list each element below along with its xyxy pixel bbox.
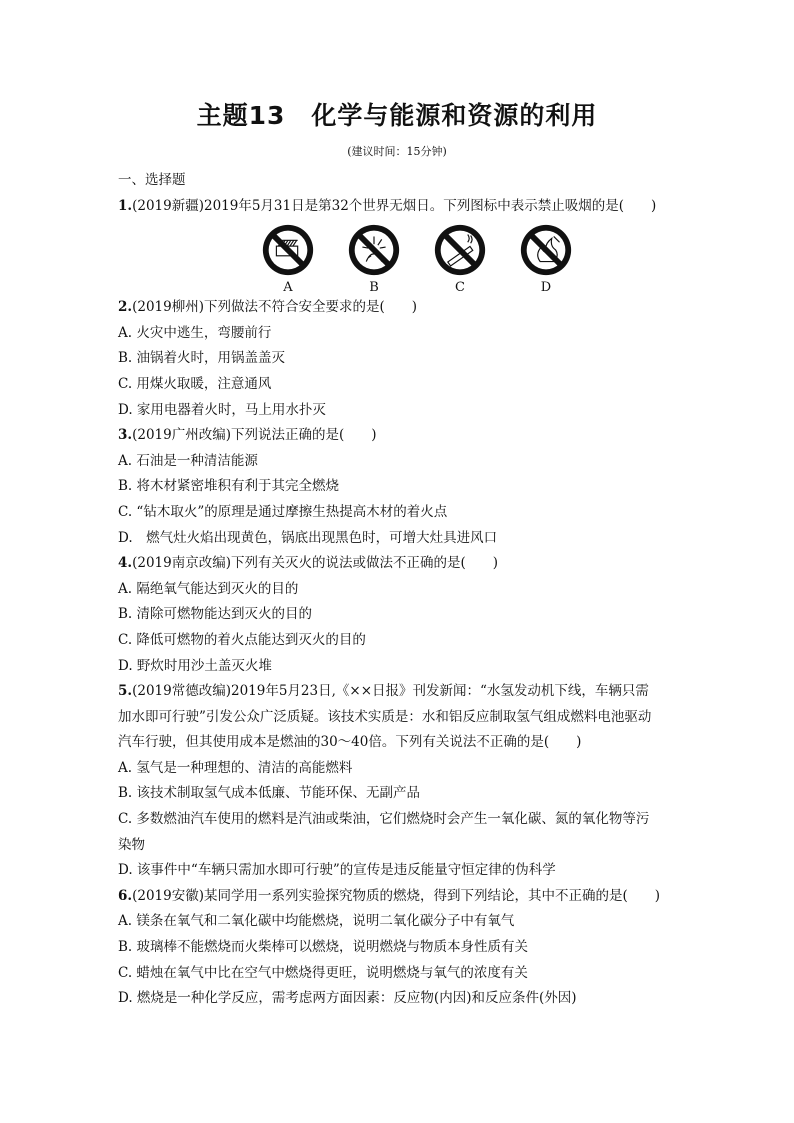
no-smoking-icon [431,221,489,279]
answer-option[interactable]: B. 油锅着火时，用锅盖盖灭 [118,350,286,367]
suggested-time: (建议时间：15分钟) [347,145,447,158]
question-1 [118,194,690,220]
answer-option[interactable]: A. 镁条在氧气和二氧化碳中均能燃烧，说明二氧化碳分子中有氧气 [118,913,515,930]
answer-option[interactable]: D. 野炊时用沙土盖灭火堆 [118,657,272,674]
answer-option[interactable]: B. 该技术制取氢气成本低廉、节能环保、无副产品 [118,785,421,802]
answer-option[interactable]: D. 家用电器着火时，马上用水扑灭 [118,401,326,418]
question-2 [118,295,690,321]
answer-option[interactable]: C. 多数燃油汽车使用的燃料是汽油或柴油，它们燃烧时会产生一氧化碳、氮的氧化物等污 [118,811,650,828]
option-label-b: B [369,280,379,296]
question-stem-line: 加水即可行驶”引发公众广泛质疑。该技术实质是：水和铝反应制取氢气组成燃料电池驱动 [118,708,652,725]
no-fireworks-icon [345,221,403,279]
sign-option-b[interactable] [344,221,404,295]
question-stem: (2019新疆)2019年5月31日是第32个世界无烟日。下列图标中表示禁止吸烟的是( ) [132,197,657,214]
sign-option-a[interactable] [258,221,318,295]
answer-option[interactable]: D. 燃烧是一种化学反应，需考虑两方面因素：反应物(内因)和反应条件(外因) [118,990,577,1007]
question-stem: (2019南京改编)下列有关灭火的说法或做法不正确的是( ) [132,555,499,572]
question-number: 1. [118,197,133,214]
answer-option[interactable]: A. 石油是一种清洁能源 [118,452,258,469]
answer-option[interactable]: D. 该事件中“车辆只需加水即可行驶”的宣传是违反能量守恒定律的伪科学 [118,862,556,879]
answer-option[interactable]: D. 燃气灶火焰出现黄色，锅底出现黑色时，可增大灶具进风口 [118,529,498,546]
question-stem: (2019安徽)某同学用一系列实验探究物质的燃烧，得到下列结论，其中不正确的是( ) [132,887,661,904]
answer-option-continued[interactable]: 染物 [118,836,145,853]
question-3 [118,423,690,449]
question-number: 4. [118,555,133,572]
question-stem-line: (2019常德改编)2019年5月23日,《××日报》刊发新闻：“水氢发动机下线，车辆只需 [132,683,649,700]
answer-option[interactable]: C. 蜡烛在氧气中比在空气中燃烧得更旺，说明燃烧与氧气的浓度有关 [118,964,528,981]
sign-options [144,221,690,295]
answer-option[interactable]: C. “钻木取火”的原理是通过摩擦生热提高木材的着火点 [118,503,448,520]
answer-option[interactable]: C. 用煤火取暖，注意通风 [118,375,272,392]
question-stem: (2019柳州)下列做法不符合安全要求的是( ) [132,299,418,316]
question-number: 3. [118,427,133,444]
question-4 [118,551,690,577]
question-number: 6. [118,887,133,904]
answer-option[interactable]: A. 氢气是一种理想的、清洁的高能燃料 [118,759,353,776]
sign-option-c[interactable] [430,221,490,295]
answer-option[interactable]: B. 清除可燃物能达到灭火的目的 [118,606,313,623]
question-number: 5. [118,683,133,700]
question-6 [118,884,690,910]
question-stem: (2019广州改编)下列说法正确的是( ) [132,427,377,444]
answer-option[interactable]: B. 将木材紧密堆积有利于其完全燃烧 [118,478,340,495]
answer-option[interactable]: C. 降低可燃物的着火点能达到灭火的目的 [118,631,366,648]
option-label-d: D [540,280,552,296]
page-title: 主题13 化学与能源和资源的利用 [196,101,598,130]
no-matches-icon [259,221,317,279]
answer-option[interactable]: A. 火灾中逃生，弯腰前行 [118,324,272,341]
sign-option-d[interactable] [516,221,576,295]
option-label-c: C [455,280,465,296]
answer-option[interactable]: A. 隔绝氧气能达到灭火的目的 [118,580,299,597]
question-stem-line: 汽车行驶，但其使用成本是燃油的30～40倍。下列有关说法不正确的是( ) [118,734,582,751]
option-label-a: A [283,280,293,296]
no-open-flame-icon [517,221,575,279]
question-number: 2. [118,299,133,316]
section-heading: 一、选择题 [118,172,186,188]
answer-option[interactable]: B. 玻璃棒不能燃烧而火柴棒可以燃烧，说明燃烧与物质本身性质有关 [118,939,529,956]
question-5 [118,679,690,705]
question-list [118,168,690,1012]
